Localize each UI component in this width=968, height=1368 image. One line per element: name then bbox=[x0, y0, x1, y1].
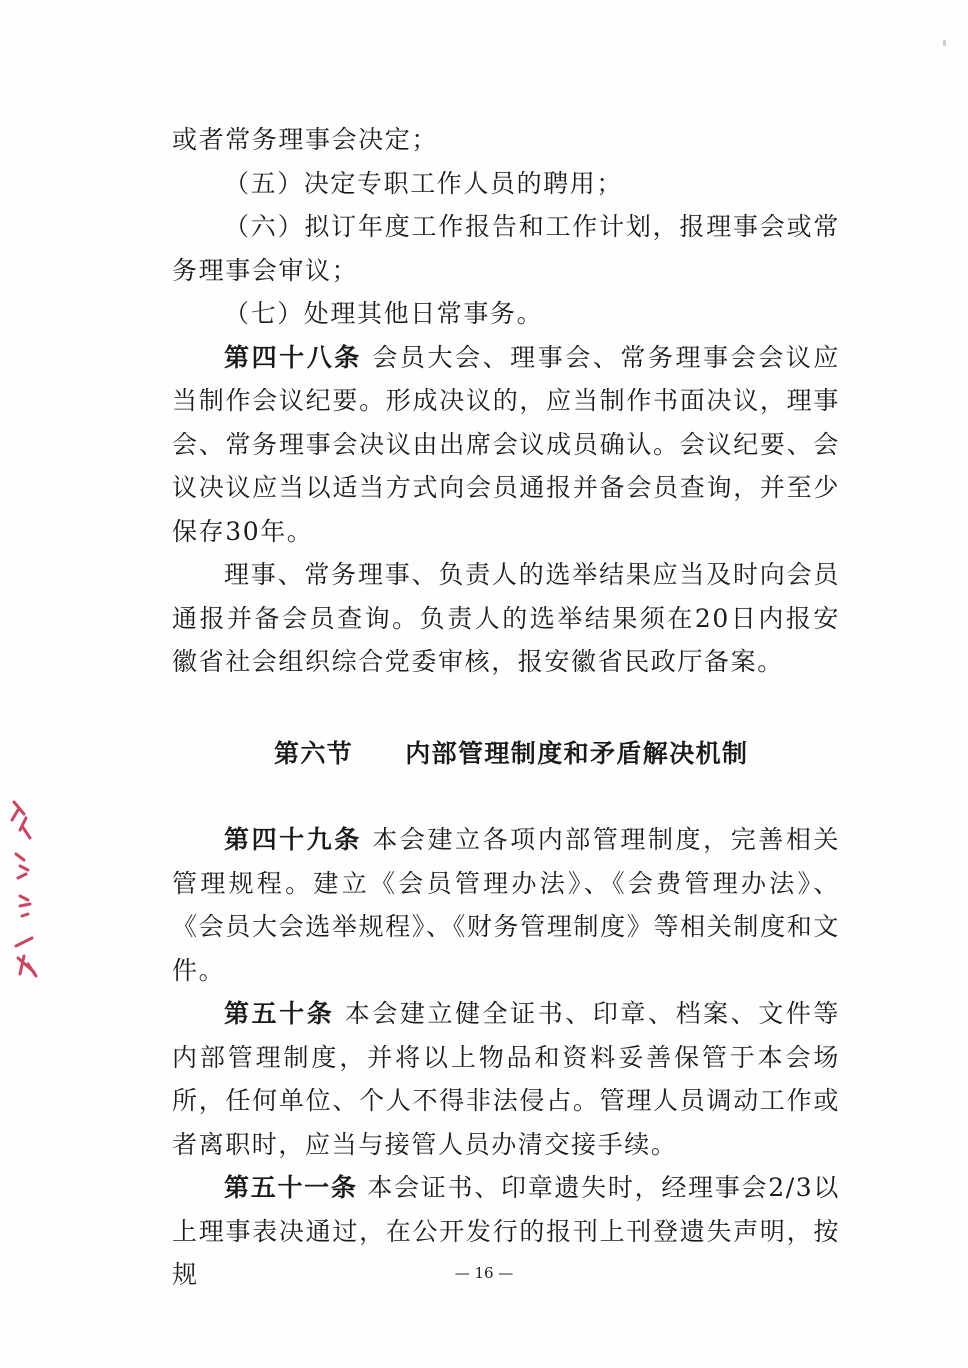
section-number: 第六节 bbox=[274, 739, 354, 768]
article-48 bbox=[172, 336, 840, 554]
article-48-label: 第四十八条 bbox=[224, 342, 362, 372]
election-paragraph: 理事、常务理事、负责人的选举结果应当及时向会员通报并备会员查询。负责人的选举结果须在20日内报安徽省社会组织综合党委审核，报安徽省民政厅备案。 bbox=[172, 560, 840, 676]
article-50-text: 本会建立健全证书、印章、档案、文件等内部管理制度，并将以上物品和资料妥善保管于本会场所，任何单位、个人不得非法侵占。管理人员调动工作或者离职时，应当与接管人员办清交接手续。 bbox=[172, 999, 840, 1159]
scan-speck bbox=[943, 40, 946, 46]
page-number: — 16 — bbox=[454, 1264, 514, 1282]
item-five: （五）决定专职工作人员的聘用； bbox=[224, 168, 624, 198]
item-seven: （七）处理其他日常事务。 bbox=[224, 299, 544, 328]
article-49-text: 本会建立各项内部管理制度，完善相关管理规程。建立《会员管理办法》、《会费管理办法》、《会员大会选举规程》、《财务管理制度》等相关制度和文件。 bbox=[172, 825, 840, 985]
text-block-upper bbox=[172, 118, 840, 684]
article-50 bbox=[172, 992, 840, 1166]
article-48-text: 会员大会、理事会、常务理事会会议应当制作会议纪要。形成决议的，应当制作书面决议，理事会、常务理事会决议由出席会议成员确认。会议纪要、会议决议应当以适当方式向会员通报并备会员查询，并至少保存30年。 bbox=[172, 342, 840, 546]
text-block-lower bbox=[172, 818, 840, 1297]
line-continuation: 或者常务理事会决定； bbox=[172, 125, 439, 154]
article-51-label: 第五十一条 bbox=[224, 1173, 358, 1202]
section-heading bbox=[274, 734, 748, 770]
article-50-label: 第五十条 bbox=[224, 999, 335, 1028]
article-49 bbox=[172, 818, 840, 992]
seal-stamp-fragment bbox=[6, 796, 44, 982]
section-title: 内部管理制度和矛盾解决机制 bbox=[405, 739, 749, 768]
article-51-text: 本会证书、印章遗失时，经理事会2/3以上理事表决通过，在公开发行的报刊上刊登遗失声明，按规 bbox=[172, 1173, 840, 1289]
item-six: （六）拟订年度工作报告和工作计划，报理事会或常务理事会审议； bbox=[172, 212, 840, 285]
article-49-label: 第四十九条 bbox=[224, 825, 362, 854]
